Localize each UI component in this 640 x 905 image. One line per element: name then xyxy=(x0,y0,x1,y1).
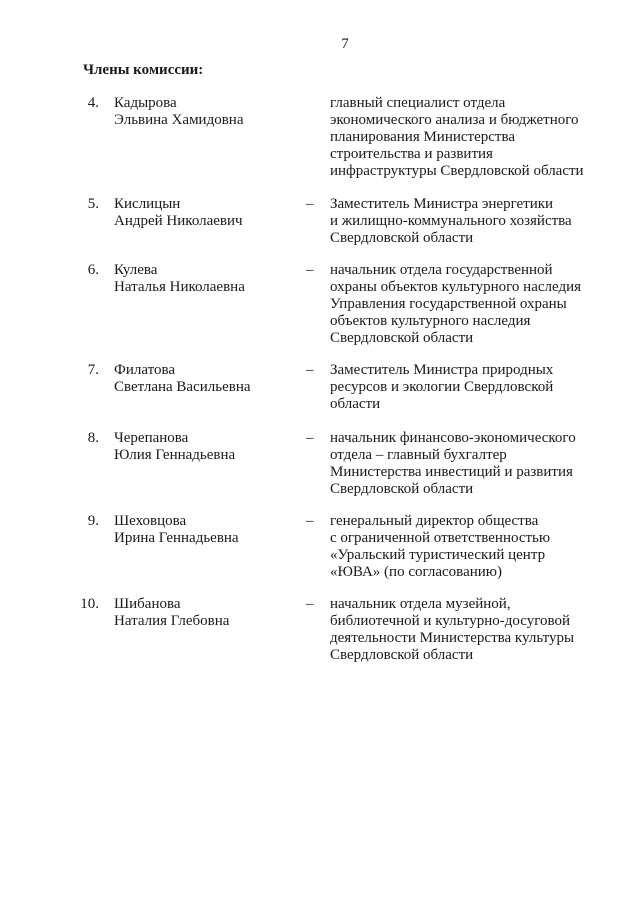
position-line: деятельности Министерства культуры xyxy=(330,630,575,646)
member-position xyxy=(330,196,620,247)
position-line: Министерства инвестиций и развития xyxy=(330,464,573,480)
member-position xyxy=(330,262,620,347)
member-number: 9. xyxy=(87,513,99,529)
member-surname: Шеховцова xyxy=(114,513,187,529)
position-line: Свердловской области xyxy=(330,647,474,663)
member-number: 6. xyxy=(87,262,99,278)
member-name xyxy=(114,95,304,129)
member-surname: Кислицын xyxy=(114,196,181,212)
member-dash: – xyxy=(306,430,314,446)
member-number: 10. xyxy=(80,596,99,612)
member-given-name: Андрей Николаевич xyxy=(114,213,243,229)
position-line: Свердловской области xyxy=(330,330,474,346)
member-dash: – xyxy=(306,196,314,212)
position-line: планирования Министерства xyxy=(330,129,516,145)
member-given-name: Ирина Геннадьевна xyxy=(114,530,239,546)
member-position xyxy=(330,513,620,581)
position-line: «ЮВА» (по согласованию) xyxy=(330,564,502,580)
position-line: строительства и развития xyxy=(330,146,493,162)
position-line: главный специалист отдела xyxy=(330,95,506,111)
member-name xyxy=(114,262,304,296)
member-number: 8. xyxy=(87,430,99,446)
member-number: 4. xyxy=(87,95,99,111)
member-surname: Филатова xyxy=(114,362,176,378)
member-given-name: Светлана Васильевна xyxy=(114,379,251,395)
member-dash: – xyxy=(306,362,314,378)
member-dash: – xyxy=(306,513,314,529)
member-position xyxy=(330,95,620,180)
member-given-name: Наталия Глебовна xyxy=(114,613,230,629)
member-given-name: Наталья Николаевна xyxy=(114,279,245,295)
position-line: инфраструктуры Свердловской области xyxy=(330,163,584,179)
member-surname: Кулева xyxy=(114,262,158,278)
member-number: 7. xyxy=(87,362,99,378)
position-line: Заместитель Министра энергетики xyxy=(330,196,554,212)
member-number: 5. xyxy=(87,196,99,212)
member-position xyxy=(330,596,620,664)
position-line: охраны объектов культурного наследия xyxy=(330,279,582,295)
position-line: генеральный директор общества xyxy=(330,513,539,529)
member-surname: Черепанова xyxy=(114,430,189,446)
page-number: 7 xyxy=(341,36,349,52)
member-name xyxy=(114,596,304,630)
position-line: Управления государственной охраны xyxy=(330,296,567,312)
position-line: начальник отдела государственной xyxy=(330,262,553,278)
member-name xyxy=(114,513,304,547)
position-line: «Уральский туристический центр xyxy=(330,547,546,563)
position-line: ресурсов и экологии Свердловской xyxy=(330,379,554,395)
member-name xyxy=(114,196,304,230)
member-position xyxy=(330,362,620,413)
position-line: Заместитель Министра природных xyxy=(330,362,554,378)
position-line: с ограниченной ответственностью xyxy=(330,530,551,546)
member-given-name: Эльвина Хамидовна xyxy=(114,112,244,128)
member-dash: – xyxy=(306,262,314,278)
member-name xyxy=(114,430,304,464)
position-line: Свердловской области xyxy=(330,481,474,497)
position-line: объектов культурного наследия xyxy=(330,313,531,329)
member-name xyxy=(114,362,304,396)
section-title: Члены комиссии: xyxy=(83,62,204,78)
member-dash: – xyxy=(306,596,314,612)
position-line: области xyxy=(330,396,381,412)
position-line: экономического анализа и бюджетного xyxy=(330,112,579,128)
member-given-name: Юлия Геннадьевна xyxy=(114,447,236,463)
member-surname: Кадырова xyxy=(114,95,177,111)
member-position xyxy=(330,430,620,498)
member-surname: Шибанова xyxy=(114,596,181,612)
position-line: начальник отдела музейной, xyxy=(330,596,511,612)
position-line: начальник финансово-экономического xyxy=(330,430,576,446)
position-line: отдела – главный бухгалтер xyxy=(330,447,507,463)
position-line: Свердловской области xyxy=(330,230,474,246)
position-line: и жилищно-коммунального хозяйства xyxy=(330,213,572,229)
position-line: библиотечной и культурно-досуговой xyxy=(330,613,570,629)
